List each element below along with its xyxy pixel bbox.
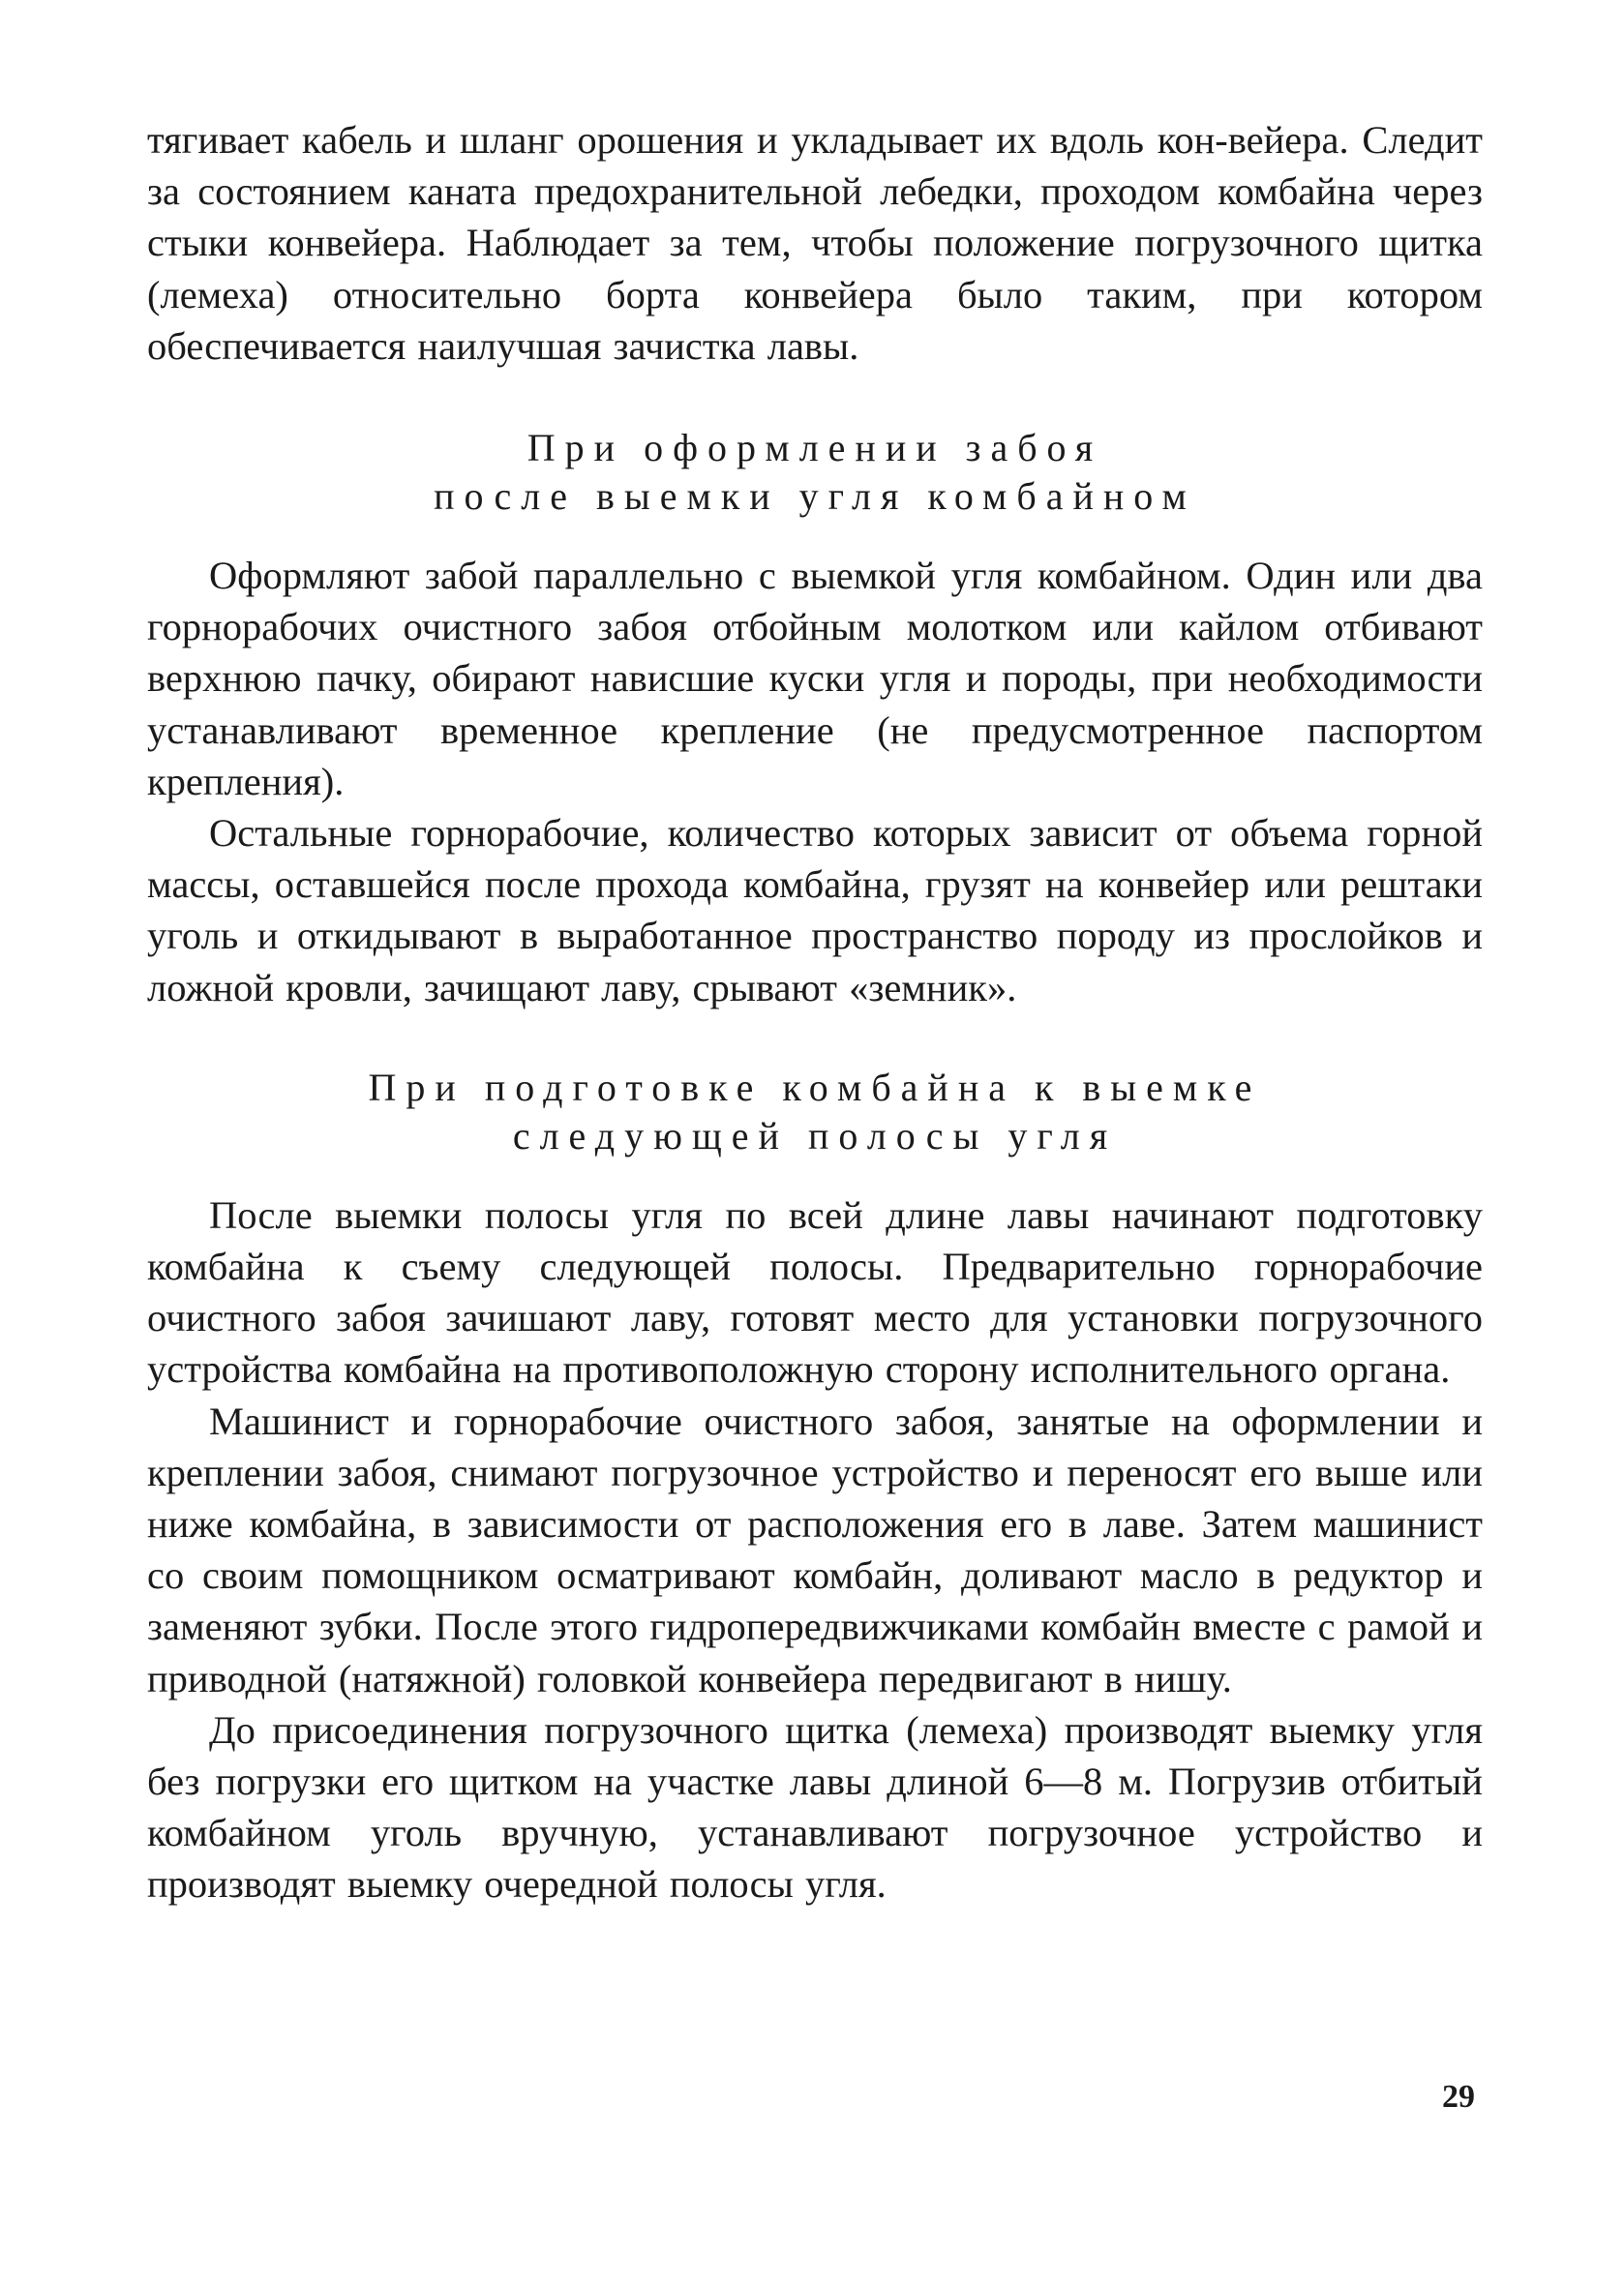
section-heading-2-line-1: При подготовке комбайна к выемке	[368, 1065, 1262, 1109]
section-2-paragraph-1: После выемки полосы угля по всей длине лавы начинают подготовку комбайна к съему следующей полосы. Предварительно горнорабочие очистного забоя зачишают лаву, готовят место для установки погрузочного устройства комбайна на противоположную сторону исполнительного органа.	[147, 1192, 1483, 1392]
page-number: 29	[1442, 2079, 1475, 2115]
section-1-paragraph-2: Остальные горнорабочие, количество которых зависит от объема горной массы, оставшейся после прохода комбайна, грузят на конвейер или рештаки уголь и откидывают в выработанное пространство породу из прослойков и ложной кровли, зачищают лаву, срывают «земник».	[147, 811, 1483, 1009]
section-heading-1-line-2: после выемки угля комбайном	[434, 474, 1196, 519]
section-heading-2-line-2: следующей полосы угля	[512, 1113, 1118, 1158]
section-2-paragraph-2: Машинист и горнорабочие очистного забоя, занятые на оформлении и креплении забоя, снимают погрузочное устройство и переносят его выше или ниже комбайна, в зависимости от расположения его в лаве. Затем машинист со своим помощником осматривают комбайн, доливают масло в редуктор и заменяют зубки. После этого гидропередвижчиками комбайн вместе с рамой и приводной (натяжной) головкой конвейера передвигают в нишу.	[147, 1399, 1483, 1700]
section-1-paragraph-1: Оформляют забой параллельно с выемкой угля комбайном. Один или два горнорабочих очистного забоя отбойным молотком или кайлом отбивают верхнюю пачку, обирают нависшие куски угля и породы, при необходимости устанавливают временное крепление (не предусмотренное паспортом крепления).	[147, 554, 1483, 803]
section-heading-1-line-1: При оформлении забоя	[526, 426, 1103, 470]
section-2-paragraph-3: До присоединения погрузочного щитка (лемеха) производят выемку угля без погрузки его щитком на участке лавы длиной 6—8 м. Погрузив отбитый комбайном уголь вручную, устанавливают погрузочное устройство и производят выемку очередной полосы угля.	[147, 1707, 1483, 1907]
page-body	[147, 114, 1483, 1911]
section-heading-2	[147, 1064, 1483, 1160]
continuation-paragraph: тягивает кабель и шланг орошения и укладывает их вдоль кон-вейера. Следит за состоянием каната предохранительной лебедки, проходом комбайна через стыки конвейера. Наблюдает за тем, чтобы положение погрузочного щитка (лемеха) относительно борта конвейера было таким, при котором обеспечивается наилучшая зачистка лавы.	[147, 118, 1483, 368]
section-heading-1	[147, 424, 1483, 521]
